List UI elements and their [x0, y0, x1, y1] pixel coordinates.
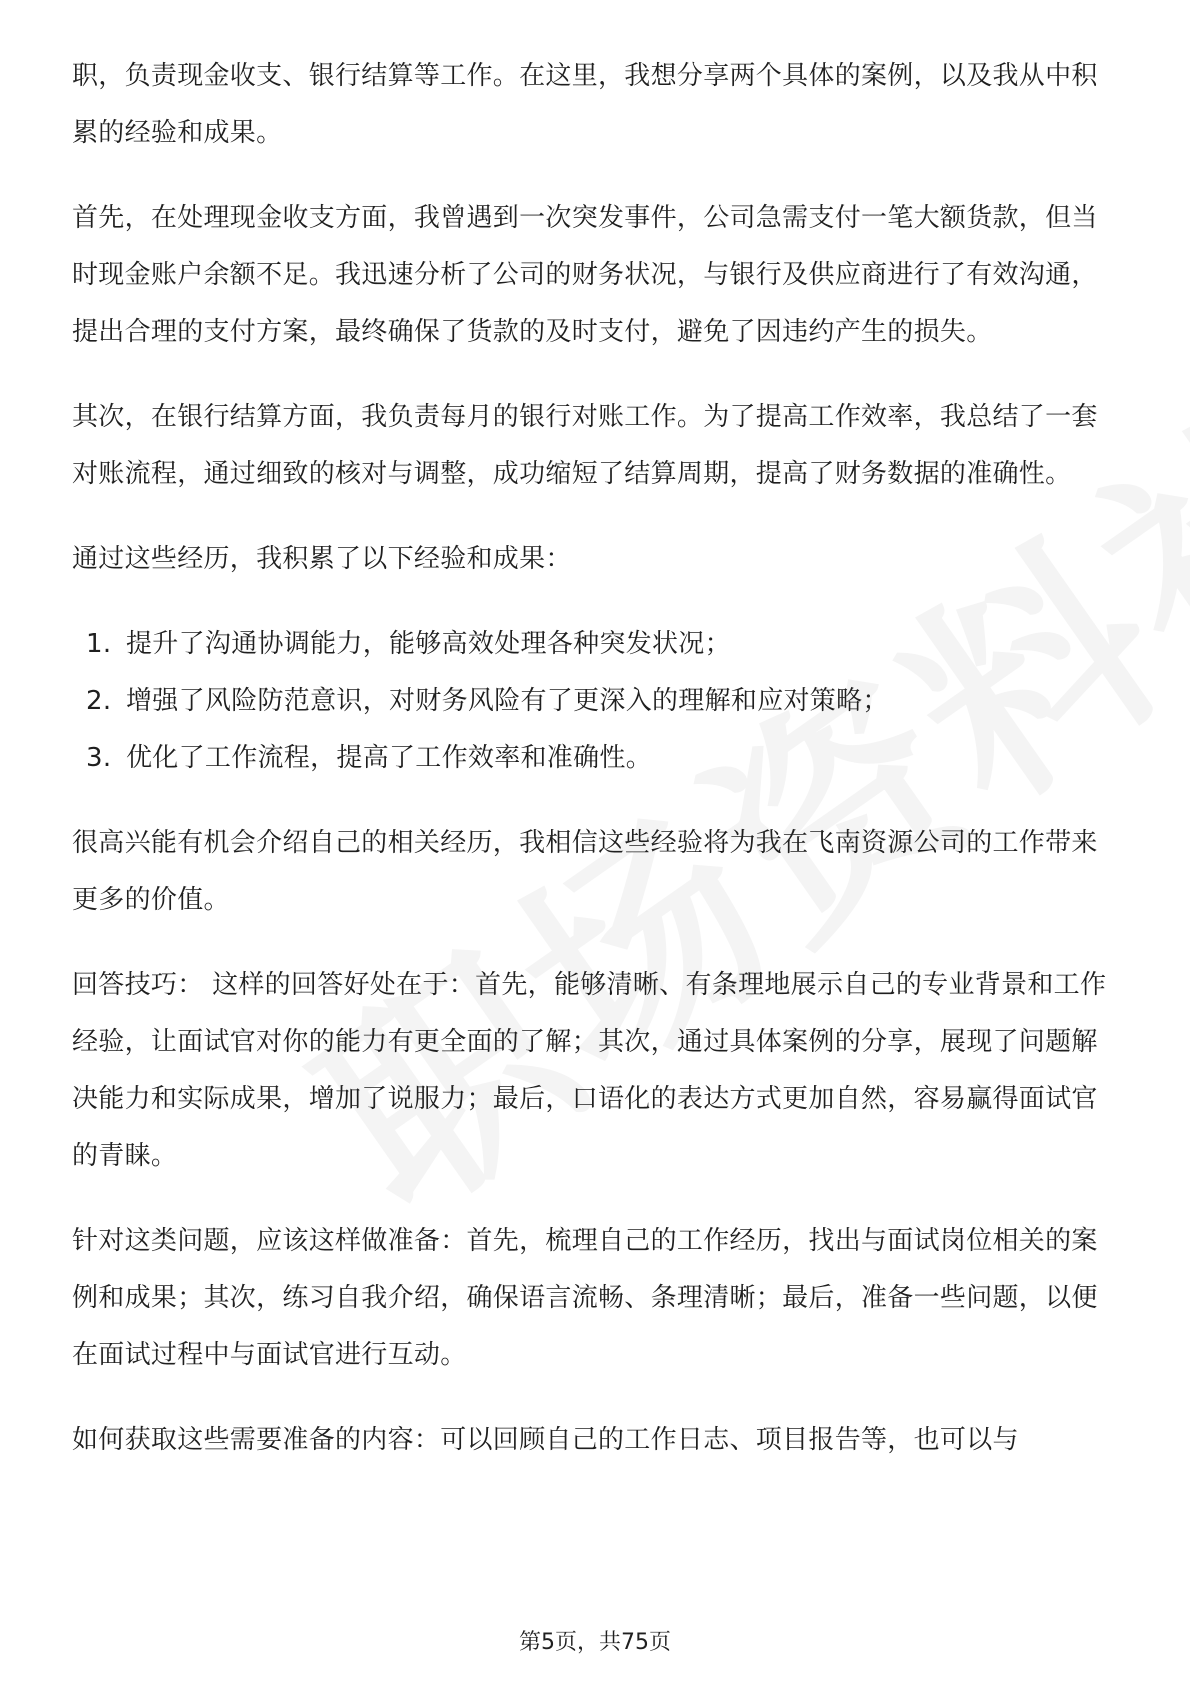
- list-item-text: 优化了工作流程，提高了工作效率和准确性。: [126, 743, 653, 773]
- list-item-number: 2.: [86, 686, 112, 716]
- paragraph-answer-tips: 回答技巧： 这样的回答好处在于：首先，能够清晰、有条理地展示自己的专业背景和工作经验，让面试官对你的能力有更全面的了解；其次，通过具体案例的分享，展现了问题解决能力和实际成果，增加了说服力；最后，口语化的表达方式更加自然，容易赢得面试官的青睐。: [72, 970, 1107, 1171]
- list-item-number: 1.: [86, 629, 112, 659]
- paragraph-list-intro: 通过这些经历，我积累了以下经验和成果：: [72, 544, 572, 574]
- list-item-number: 3.: [86, 743, 112, 773]
- paragraph-cash-case: 首先，在处理现金收支方面，我曾遇到一次突发事件，公司急需支付一笔大额货款，但当时现金账户余额不足。我迅速分析了公司的财务状况，与银行及供应商进行了有效沟通，提出合理的支付方案，最终确保了货款的及时支付，避免了因违约产生的损失。: [72, 203, 1098, 347]
- list-item-text: 提升了沟通协调能力，能够高效处理各种突发状况；: [126, 629, 731, 659]
- list-item: [72, 730, 1122, 787]
- paragraph-closing: 很高兴能有机会介绍自己的相关经历，我相信这些经验将为我在飞南资源公司的工作带来更多的价值。: [72, 828, 1098, 915]
- experience-list: [72, 616, 1122, 787]
- paragraph-how-to-obtain: 如何获取这些需要准备的内容：可以回顾自己的工作日志、项目报告等，也可以与: [72, 1425, 1019, 1455]
- page-number-footer: 第5页，共75页: [519, 1630, 671, 1655]
- paragraph-bank-case: 其次，在银行结算方面，我负责每月的银行对账工作。为了提高工作效率，我总结了一套对账流程，通过细致的核对与调整，成功缩短了结算周期，提高了财务数据的准确性。: [72, 402, 1098, 489]
- list-item: [72, 616, 1122, 673]
- document-body: [72, 48, 1122, 1497]
- paragraph-preparation: 针对这类问题，应该这样做准备：首先，梳理自己的工作经历，找出与面试岗位相关的案例和成果；其次，练习自我介绍，确保语言流畅、条理清晰；最后，准备一些问题，以便在面试过程中与面试官进行互动。: [72, 1226, 1098, 1370]
- paragraph-intro-continuation: 职，负责现金收支、银行结算等工作。在这里，我想分享两个具体的案例，以及我从中积累的经验和成果。: [72, 61, 1098, 148]
- list-item: [72, 673, 1122, 730]
- list-item-text: 增强了风险防范意识，对财务风险有了更深入的理解和应对策略；: [126, 686, 889, 716]
